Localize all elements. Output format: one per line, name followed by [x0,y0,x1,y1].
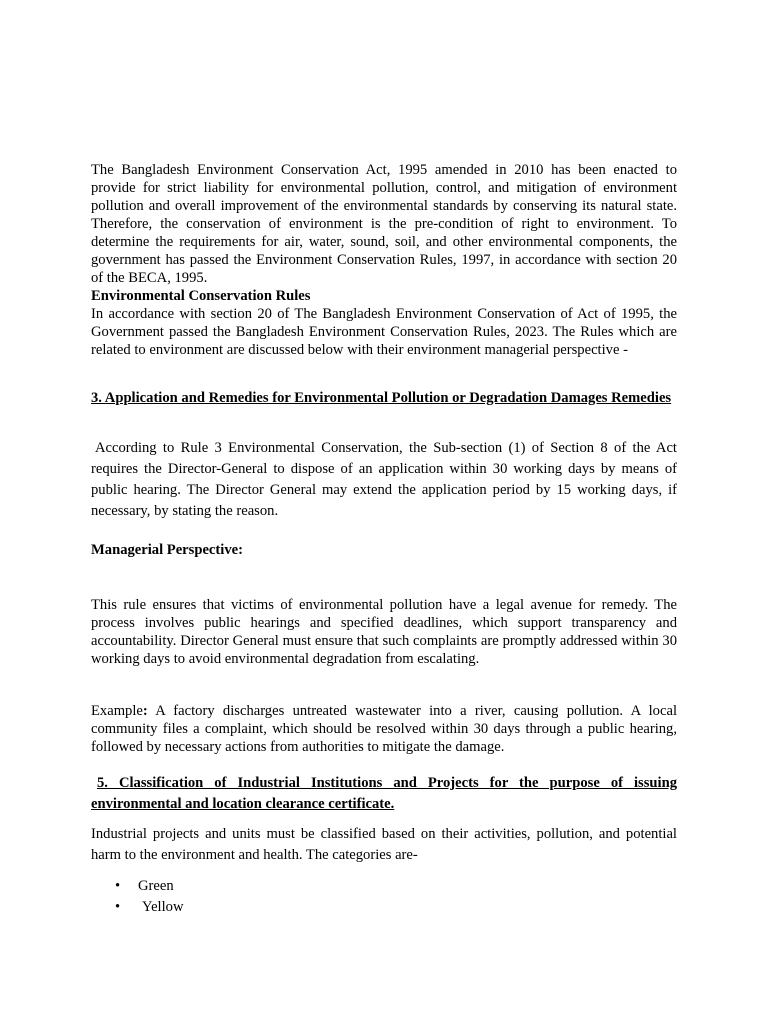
bullet-icon: • [115,878,121,894]
example-paragraph [91,702,677,756]
section-5-paragraph: Industrial projects and units must be classified based on their activities, pollution, and potential harm to the environment and health. The categories are- [91,826,677,863]
managerial-perspective-heading: Managerial Perspective: [91,542,243,558]
section-5-heading: 5. Classification of Industrial Institutions and Projects for the purpose of issuing environmental and location clearance certificate. [91,775,677,812]
rules-heading: Environmental Conservation Rules [91,288,311,304]
category-list [115,876,184,918]
category-yellow: Yellow [142,899,184,915]
example-colon: : [142,703,148,719]
section-3-paragraph: According to Rule 3 Environmental Conservation, the Sub-section (1) of Section 8 of the Act requires the Director-General to dispose of an application within 30 working days by means of public hearing. The Director General may extend the application period by 15 working days, if necessary, by stating the reason. [91,440,677,519]
list-item [115,897,184,918]
category-green: Green [138,878,174,894]
intro-paragraph: The Bangladesh Environment Conservation Act, 1995 amended in 2010 has been enacted to provide for strict liability for environmental pollution, control, and mitigation of environment pollution and overall improvement of the environmental standards by conserving its natural state. Therefore, the conservation of environment is the pre-condition of right to environment. To determine the requirements for air, water, sound, soil, and other environmental components, the government has passed the Environment Conservation Rules, 1997, in accordance with section 20 of the BECA, 1995. [91,162,677,286]
bullet-icon: • [115,899,121,915]
example-text: A factory discharges untreated wastewater into a river, causing pollution. A local community files a complaint, which should be resolved within 30 days through a public hearing, followed by necessary actions from authorities to mitigate the damage. [91,703,677,755]
managerial-paragraph: This rule ensures that victims of environmental pollution have a legal avenue for remedy. The process involves public hearings and specified deadlines, which support transparency and accountability. Director General must ensure that such complaints are promptly addressed within 30 working days to avoid environmental degradation from escalating. [91,597,677,667]
list-item [115,876,184,897]
section-3-heading: 3. Application and Remedies for Environmental Pollution or Degradation Damages Remedies [91,390,672,406]
example-label: Example [91,703,143,719]
rules-paragraph: In accordance with section 20 of The Bangladesh Environment Conservation of Act of 1995, the Government passed the Bangladesh Environment Conservation Rules, 2023. The Rules which are related to environment are discussed below with their environment managerial perspective - [91,306,677,358]
